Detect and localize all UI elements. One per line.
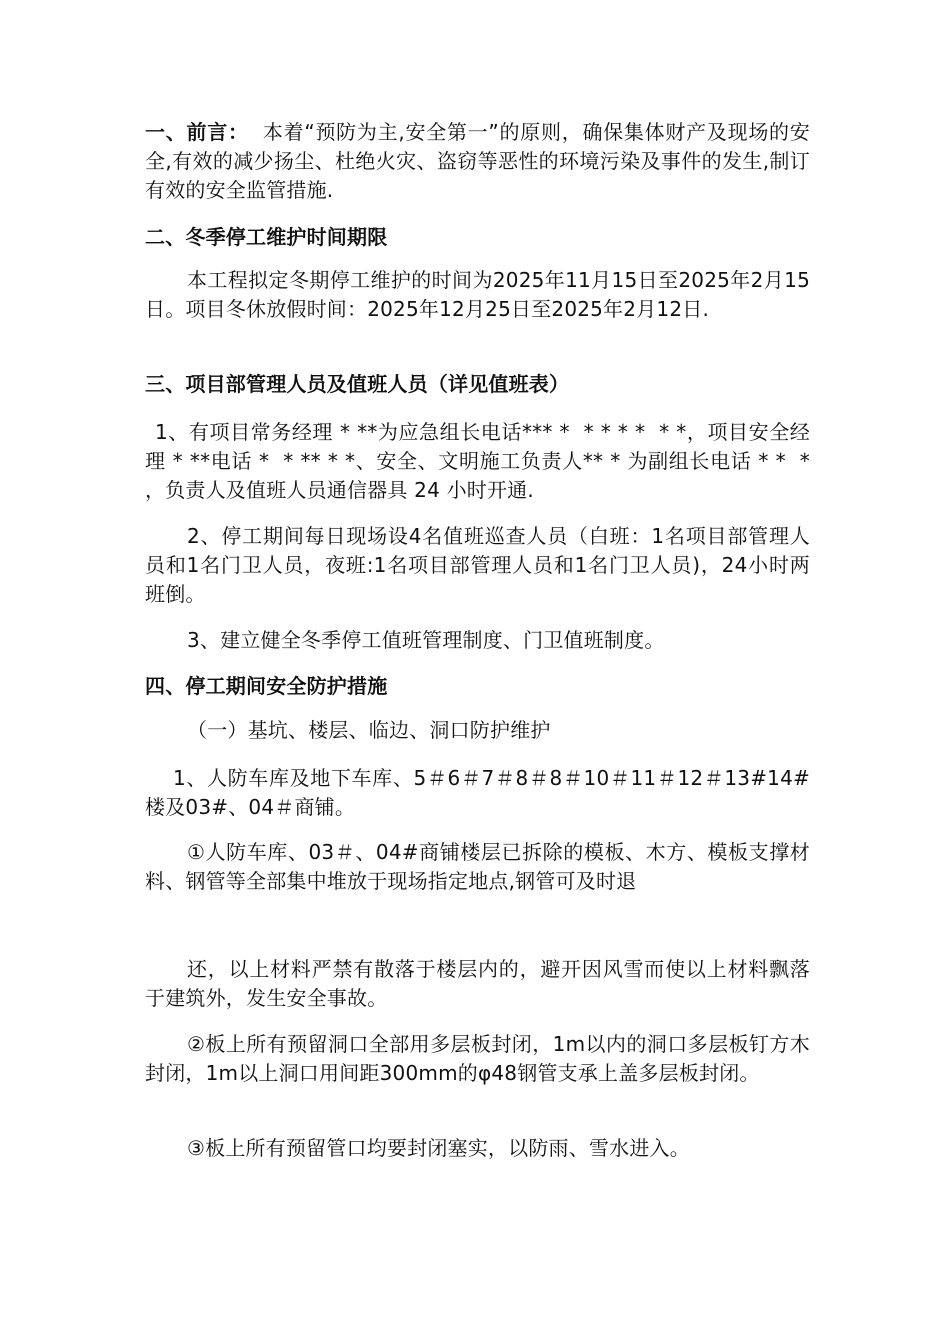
point1-part1: ①人防车库、03＃、04#商铺楼层已拆除的模板、木方、模板支撑材料、钢管等全部集中堆放于现场指定地点,钢管可及时退	[145, 840, 810, 893]
point3: ③板上所有预留管口均要封闭塞实，以防雨、雪水进入。	[187, 1136, 690, 1160]
intro-body: 本着“预防为主,安全第一”的原则，确保集体财产及现场的安全,有效的减少扬尘、杜绝火灾、盗窃等恶性的环境污染及事件的发生,制订有效的安全监管措施.	[145, 120, 810, 202]
intro-heading: 一、前言：	[145, 120, 249, 144]
section3-item1: 1、有项目常务经理 * **为应急组长电话*** * * * * * * *，项目安全经理 * **电话 * * ** * *、安全、文明施工负责人** * 为副组长电话 * * * ，负责人及值班人员通信器具 24 小时开通.	[145, 420, 817, 502]
point1-part2: 还，以上材料严禁有散落于楼层内的，避开因风雪而使以上材料飘落于建筑外，发生安全事故。	[145, 957, 810, 1010]
intro-paragraph	[145, 118, 810, 205]
section4-subheading: （一）基坑、楼层、临边、洞口防护维护	[187, 718, 551, 742]
point2: ②板上所有预留洞口全部用多层板封闭，1m以内的洞口多层板钉方木封闭，1m以上洞口用间距300mm的φ48钢管支承上盖多层板封闭。	[145, 1032, 810, 1085]
section2-paragraph: 本工程拟定冬期停工维护的时间为2025年11月15日至2025年2月15日。项目冬休放假时间：2025年12月25日至2025年2月12日.	[145, 268, 810, 321]
section2-heading: 二、冬季停工维护时间期限	[145, 225, 388, 249]
section3-item2: 2、停工期间每日现场设4名值班巡查人员（白班：1名项目部管理人员和1名门卫人员，夜班:1名项目部管理人员和1名门卫人员)，24小时两班倒。	[145, 524, 810, 606]
section3-heading: 三、项目部管理人员及值班人员（详见值班表）	[145, 372, 570, 396]
section4-heading: 四、停工期间安全防护措施	[145, 674, 388, 698]
section4-item1: 1、人防车库及地下车库、5＃6＃7＃8＃8＃10＃11＃12＃13#14#楼及03#、04＃商铺。	[145, 766, 810, 819]
section3-item3: 3、建立健全冬季停工值班管理制度、门卫值班制度。	[187, 628, 665, 652]
